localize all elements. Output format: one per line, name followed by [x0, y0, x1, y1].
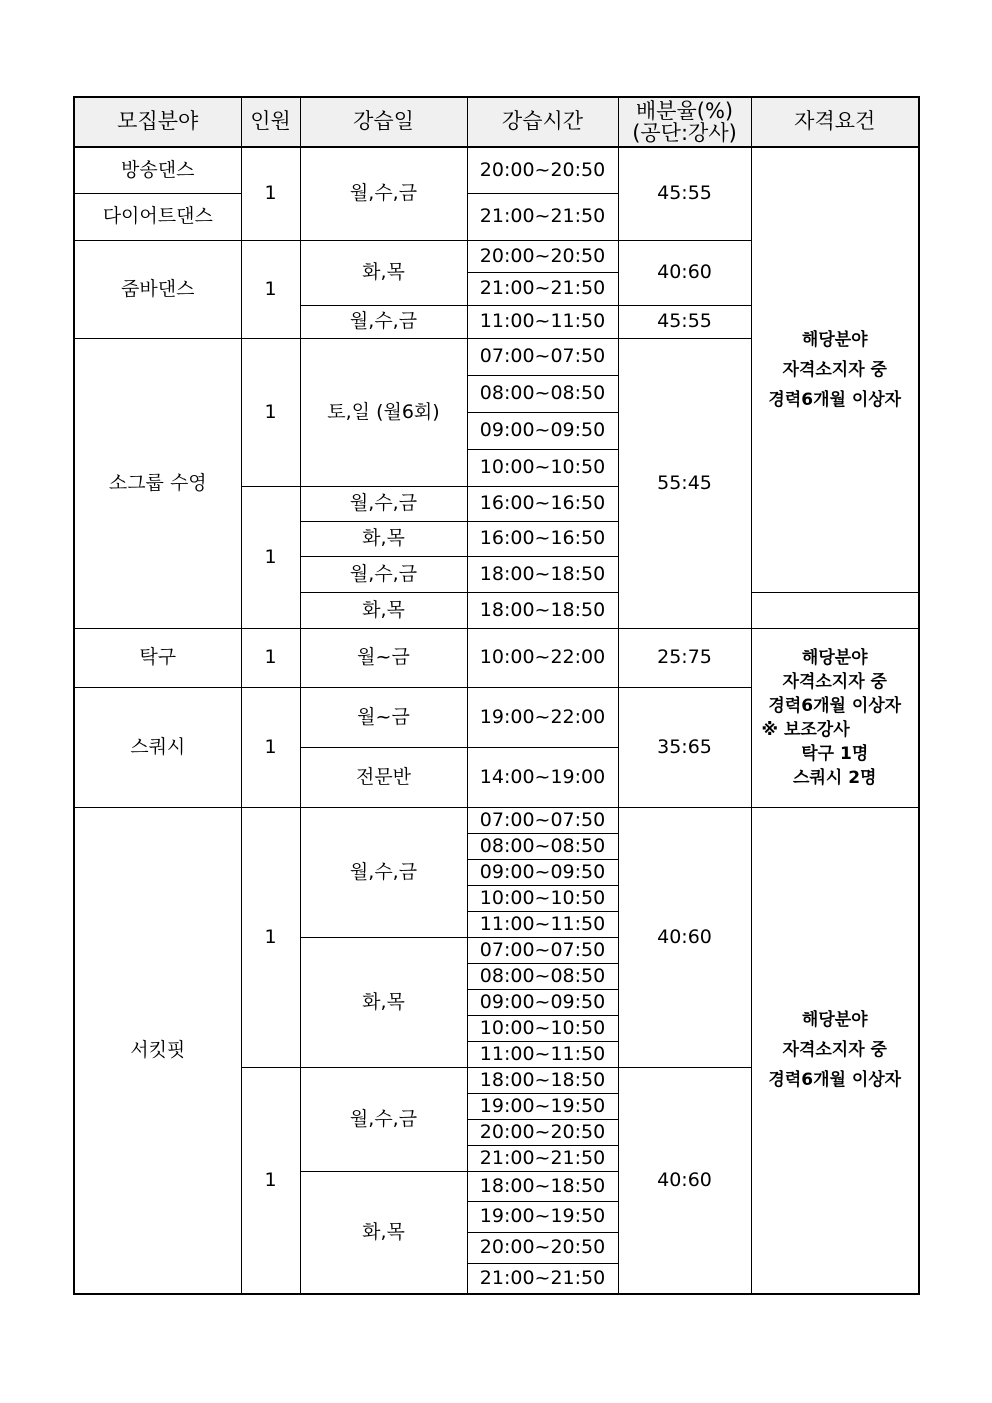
count-cell: 1 — [241, 240, 300, 338]
header-days: 강습일 — [300, 97, 467, 147]
header-count: 인원 — [241, 97, 300, 147]
time-cell: 20:00~20:50 — [467, 147, 618, 193]
header-qual: 자격요건 — [751, 97, 919, 147]
ratio-cell: 45:55 — [618, 147, 751, 240]
qual-line1: 해당분야 — [801, 329, 868, 350]
field-small-group-swim: 소그룹 수영 — [74, 338, 241, 628]
header-ratio-line2: (공단:강사) — [632, 121, 737, 145]
days-cell: 화,목 — [300, 592, 467, 628]
time-cell: 18:00~18:50 — [467, 1067, 618, 1093]
header-time: 강습시간 — [467, 97, 618, 147]
count-cell: 1 — [241, 486, 300, 628]
ratio-cell: 55:45 — [618, 338, 751, 628]
ratio-cell: 45:55 — [618, 305, 751, 338]
field-squash: 스쿼시 — [74, 687, 241, 807]
ratio-cell: 25:75 — [618, 628, 751, 687]
time-cell: 07:00~07:50 — [467, 937, 618, 963]
qual-line1: 해당분야 — [801, 1010, 868, 1031]
ratio-cell: 40:60 — [618, 807, 751, 1067]
assistant-note: ※ 보조강사 — [761, 719, 850, 740]
ratio-cell: 40:60 — [618, 1067, 751, 1294]
header-ratio-line1: 배분율(%) — [635, 98, 734, 123]
days-cell: 화,목 — [300, 1171, 467, 1294]
time-cell: 11:00~11:50 — [467, 305, 618, 338]
days-cell: 월,수,금 — [300, 556, 467, 592]
qual-line3: 경력6개월 이상자 — [768, 1070, 902, 1091]
field-table-tennis: 탁구 — [74, 628, 241, 687]
count-cell: 1 — [241, 807, 300, 1067]
time-cell: 18:00~18:50 — [467, 592, 618, 628]
qual-line3: 경력6개월 이상자 — [768, 389, 902, 410]
field-circuit-fit: 서킷핏 — [74, 807, 241, 1294]
time-cell: 21:00~21:50 — [467, 193, 618, 240]
time-cell: 08:00~08:50 — [467, 375, 618, 412]
days-cell: 월~금 — [300, 628, 467, 687]
field-diet-dance: 다이어트댄스 — [74, 193, 241, 240]
time-cell: 09:00~09:50 — [467, 412, 618, 449]
time-cell: 10:00~10:50 — [467, 1015, 618, 1041]
days-cell: 월,수,금 — [300, 807, 467, 937]
time-cell: 21:00~21:50 — [467, 272, 618, 305]
qualification-cell — [751, 807, 919, 1294]
time-cell: 19:00~19:50 — [467, 1093, 618, 1119]
time-cell: 18:00~18:50 — [467, 556, 618, 592]
time-cell: 14:00~19:00 — [467, 747, 618, 807]
qual-line2: 자격소지자 중 — [782, 671, 887, 692]
assistant-pingpong: 탁구 1명 — [801, 743, 869, 764]
time-cell: 07:00~07:50 — [467, 807, 618, 833]
days-cell: 화,목 — [300, 937, 467, 1067]
qual-line2: 자격소지자 중 — [782, 1040, 887, 1061]
qualification-cell-with-note — [751, 628, 919, 807]
time-cell: 10:00~10:50 — [467, 449, 618, 486]
time-cell: 21:00~21:50 — [467, 1145, 618, 1171]
recruitment-table — [73, 96, 920, 1295]
count-cell: 1 — [241, 628, 300, 687]
time-cell: 21:00~21:50 — [467, 1263, 618, 1294]
qualification-cell — [751, 147, 919, 592]
time-cell: 08:00~08:50 — [467, 963, 618, 989]
time-cell: 08:00~08:50 — [467, 833, 618, 859]
qual-line1: 해당분야 — [801, 647, 868, 668]
time-cell: 18:00~18:50 — [467, 1171, 618, 1201]
qual-line3: 경력6개월 이상자 — [768, 695, 902, 716]
days-cell: 월~금 — [300, 687, 467, 747]
count-cell: 1 — [241, 147, 300, 240]
header-field: 모집분야 — [74, 97, 241, 147]
assistant-squash: 스쿼시 2명 — [793, 767, 877, 788]
field-zumba-dance: 줌바댄스 — [74, 240, 241, 338]
time-cell: 16:00~16:50 — [467, 521, 618, 556]
field-broadcast-dance: 방송댄스 — [74, 147, 241, 193]
days-cell: 월,수,금 — [300, 1067, 467, 1171]
days-cell: 화,목 — [300, 521, 467, 556]
count-cell: 1 — [241, 1067, 300, 1294]
time-cell: 10:00~22:00 — [467, 628, 618, 687]
time-cell: 20:00~20:50 — [467, 1232, 618, 1263]
qual-line2: 자격소지자 중 — [782, 359, 887, 380]
header-ratio — [618, 97, 751, 147]
time-cell: 09:00~09:50 — [467, 989, 618, 1015]
days-cell: 화,목 — [300, 240, 467, 305]
time-cell: 09:00~09:50 — [467, 859, 618, 885]
time-cell: 19:00~22:00 — [467, 687, 618, 747]
days-cell: 월,수,금 — [300, 147, 467, 240]
days-cell: 토,일 (월6회) — [300, 338, 467, 486]
time-cell: 11:00~11:50 — [467, 911, 618, 937]
days-cell: 전문반 — [300, 747, 467, 807]
ratio-cell: 35:65 — [618, 687, 751, 807]
time-cell: 10:00~10:50 — [467, 885, 618, 911]
days-cell: 월,수,금 — [300, 305, 467, 338]
time-cell: 20:00~20:50 — [467, 240, 618, 272]
count-cell: 1 — [241, 338, 300, 486]
time-cell: 19:00~19:50 — [467, 1201, 618, 1232]
count-cell: 1 — [241, 687, 300, 807]
ratio-cell: 40:60 — [618, 240, 751, 305]
time-cell: 07:00~07:50 — [467, 338, 618, 375]
days-cell: 월,수,금 — [300, 486, 467, 521]
time-cell: 20:00~20:50 — [467, 1119, 618, 1145]
time-cell: 11:00~11:50 — [467, 1041, 618, 1067]
time-cell: 16:00~16:50 — [467, 486, 618, 521]
